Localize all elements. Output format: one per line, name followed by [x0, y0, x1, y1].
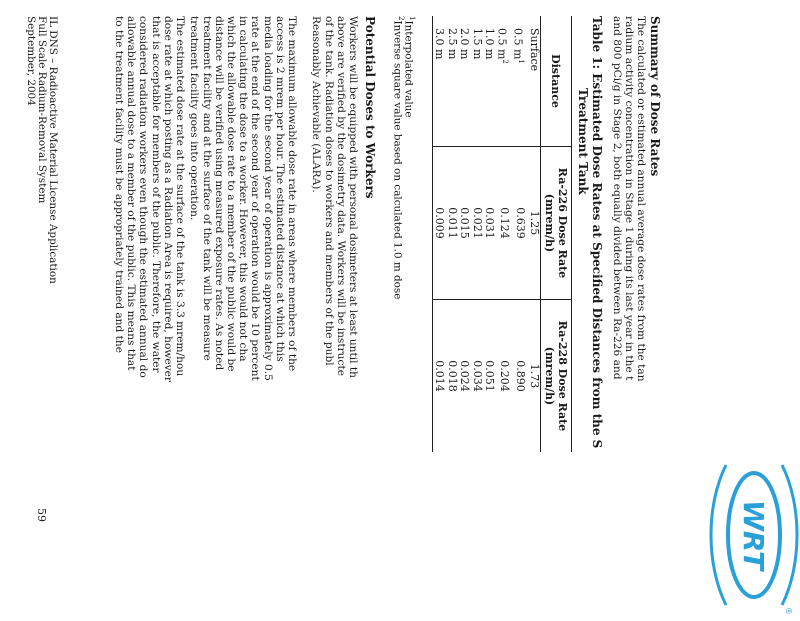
logo-text: WRT [737, 499, 770, 571]
dose-rate-table [432, 16, 572, 452]
cell-distance [445, 16, 458, 147]
workers-paragraph-1: Workers will be equipped with personal dosimeters at least until th above are verified by the dosimetry data. Workers will be instructe of the tank. Radiation doses to workers and members of the publ Reasonably Achievable (ALARA). [310, 16, 359, 378]
table-row [511, 16, 527, 452]
table-body [432, 16, 540, 452]
cell-ra226: 0.021 [470, 147, 483, 300]
table-row [445, 16, 458, 452]
page-number: 59 [35, 508, 48, 522]
distance-value: 0.5 m [511, 28, 525, 60]
cell-distance [458, 16, 471, 147]
header-ra226-unit: (mrem/h) [543, 193, 556, 253]
cell-distance [511, 16, 527, 147]
table-title-line2: Treatment Tank [576, 88, 590, 195]
cell-distance [528, 16, 541, 147]
cell-ra228: 0.018 [445, 360, 459, 392]
header-distance [541, 16, 572, 147]
header-ra226 [541, 147, 572, 300]
distance-value: 2.0 m [458, 28, 472, 60]
table-header-row [541, 16, 572, 452]
cell-ra226: 0.009 [432, 147, 445, 300]
distance-value: 3.0 m [433, 28, 447, 60]
header-ra228 [541, 300, 572, 453]
distance-footnote-mark: 2 [501, 59, 510, 64]
cell-ra226: 0.124 [495, 147, 511, 300]
header-ra226-label: Ra-226 Dose Rate [556, 167, 569, 279]
cell-ra228: 0.034 [470, 360, 484, 392]
header-ra228-label: Ra-228 Dose Rate [556, 320, 569, 432]
cell-ra226: 0.031 [483, 147, 496, 300]
cell-distance [432, 16, 445, 147]
header-ra228-unit: (mrem/h) [543, 346, 556, 406]
distance-value: 2.5 m [445, 28, 459, 60]
footnote-2 [392, 16, 407, 299]
header-distance-label: Distance [549, 54, 563, 108]
table-row [495, 16, 511, 452]
cell-ra226: 0.015 [458, 147, 471, 300]
summary-heading: Summary of Dose Rates [648, 16, 662, 177]
distance-value: 1.0 m [483, 28, 497, 60]
footer-line-1: IL DNS – Radioactive Material License Application [47, 16, 59, 284]
cell-ra228: 1.73 [528, 363, 541, 389]
distance-value: 0.5 m [495, 28, 509, 60]
footer-line-3: September, 2004 [25, 16, 37, 106]
footer-line-2: Full Scale Radium-Removal System [36, 16, 48, 204]
workers-paragraph-3: The estimated dose rate at the surface of the tank is 3.3 mrem/hou dose rate at which posting as a Radiation Area is required, however that is acceptable for members of the public. Therefore, the water considered radiation workers even though the estimated annual do allowable annual dose to a member of the public. This means that to the treatment facility must be appropriately trained and the [112, 16, 186, 382]
table-row [470, 16, 483, 452]
footnote-1-text: Interpolated value [402, 20, 415, 118]
table-title-line1: Table 1: Estimated Dose Rates at Specified Distances from the S [590, 16, 604, 449]
distance-value: 1.5 m [470, 28, 484, 60]
table-row [528, 16, 541, 452]
cell-distance [495, 16, 511, 147]
cell-distance [470, 16, 483, 147]
summary-paragraph: The calculated or estimated annual average dose rates from the tan radium activity concentration in Stage 1 during its last year in the t and 800 pCi/g in Stage 2, both equally divided between Ra-226 and [610, 16, 647, 382]
table-row [458, 16, 471, 452]
cell-ra228: 0.014 [433, 360, 447, 392]
cell-ra226: 0.639 [511, 147, 527, 300]
cell-ra226: 0.011 [445, 147, 458, 300]
table-row [432, 16, 445, 452]
cell-ra226: 1.25 [528, 147, 541, 300]
wrt-logo [708, 445, 800, 615]
table-title [576, 16, 604, 621]
table-row [483, 16, 496, 452]
footnote-1-mark: 1 [408, 16, 416, 21]
footnote-2-text: Inverse square value based on calculated 1.0 m dose [391, 20, 404, 300]
workers-heading: Potential Doses to Workers [363, 16, 377, 199]
cell-ra228: 0.204 [497, 360, 511, 392]
cell-ra228: 0.051 [483, 360, 497, 392]
cell-distance [483, 16, 496, 147]
distance-footnote-mark: 1 [517, 59, 526, 64]
cell-ra228: 0.024 [458, 360, 472, 392]
workers-paragraph-2: The maximum allowable dose rate in areas where members of the access is 2 mrem per hour. The estimated distance at which this media loading for the second year of operation is approximately 0.5 rate at the end of the second year of operation would be 10 percent in calculating the dose to a worker. However, this would not cha which the allowable dose rate to a member of the public would be distance will be verified using measured exposure rates. As noted treatment facility and at the surface of the tank will be measure treatment facility goes into operation. [188, 16, 298, 381]
registered-mark: ® [784, 607, 793, 615]
distance-value: Surface [528, 28, 541, 72]
footnote-2-mark: 2 [397, 16, 405, 21]
cell-ra228: 0.890 [513, 360, 527, 392]
